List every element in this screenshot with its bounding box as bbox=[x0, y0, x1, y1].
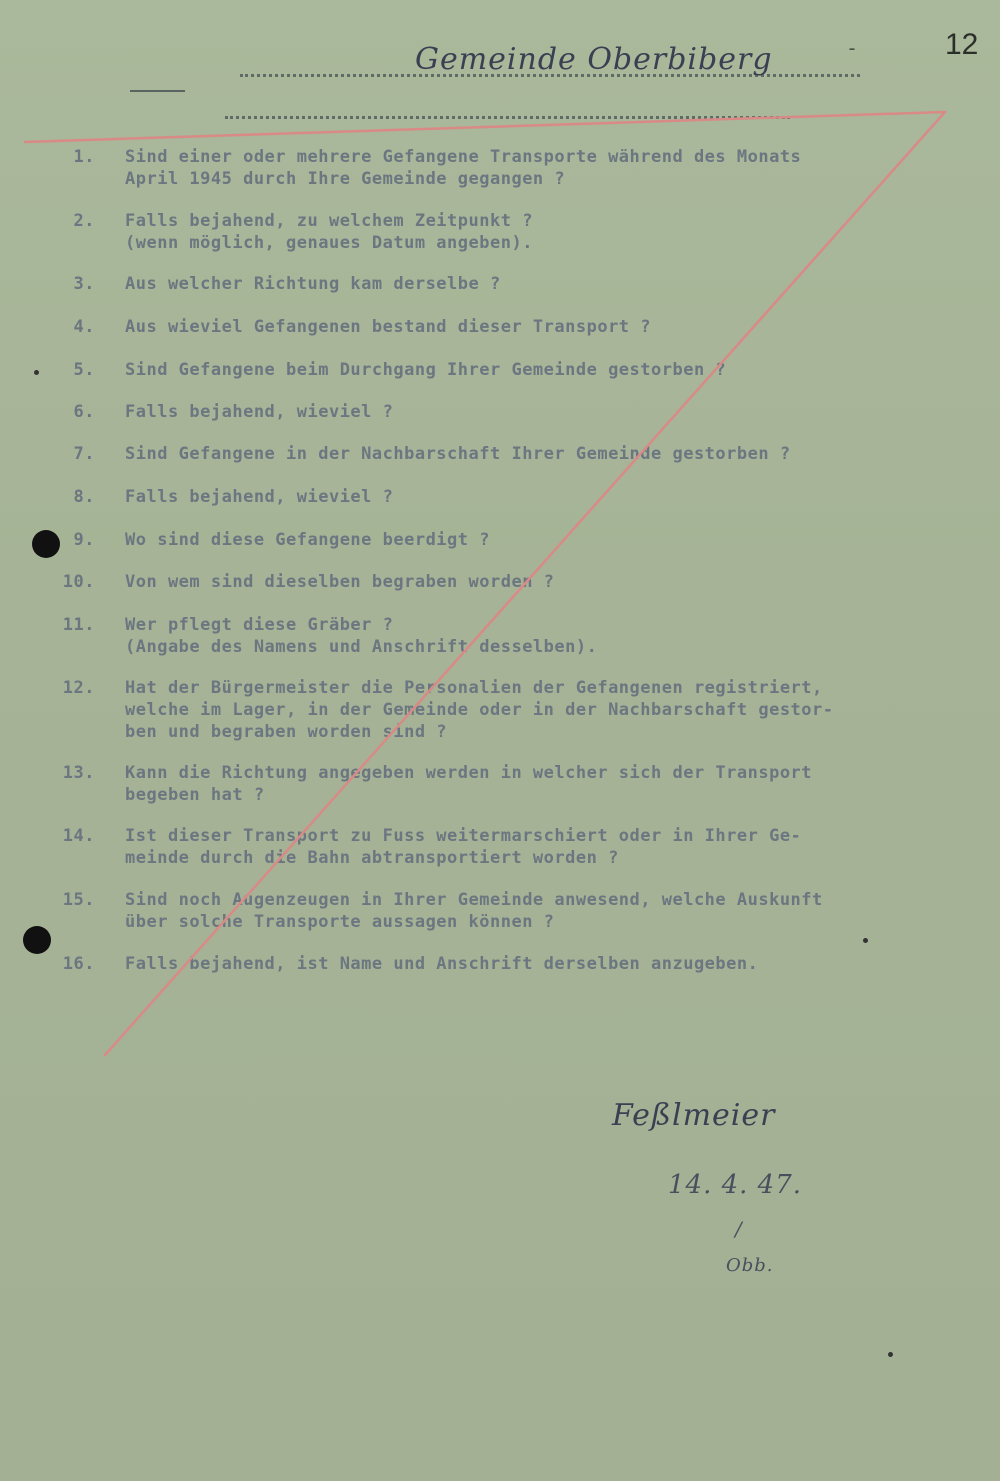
question-text: Hat der Bürgermeister die Personalien der Gefangenen registriert, welche im Lager, in der Gemeinde oder in der Nachbarschaft gestor- ben und begraben worden sind ? bbox=[125, 678, 834, 742]
signature-initials: Obb. bbox=[726, 1255, 774, 1276]
question-number: 10. bbox=[62, 572, 95, 592]
question-number: 13. bbox=[62, 763, 95, 783]
question-number: 8. bbox=[73, 487, 95, 507]
red-horizontal-stroke bbox=[25, 112, 945, 142]
page-number: 12 bbox=[945, 28, 979, 61]
question-text: Aus wieviel Gefangenen bestand dieser Transport ? bbox=[125, 317, 652, 337]
question-text: Falls bejahend, zu welchem Zeitpunkt ? (wenn möglich, genaues Datum angeben). bbox=[125, 211, 533, 253]
question-number: 6. bbox=[73, 402, 95, 422]
question-text: Sind noch Augenzeugen in Ihrer Gemeinde anwesend, welche Auskunft über solche Transporte aussagen können ? bbox=[125, 890, 823, 932]
question-number: 2. bbox=[73, 211, 95, 231]
punch-hole bbox=[23, 926, 51, 954]
question-number: 12. bbox=[62, 678, 95, 698]
question-text: Sind Gefangene in der Nachbarschaft Ihrer Gemeinde gestorben ? bbox=[125, 444, 791, 464]
question-number: 14. bbox=[62, 826, 95, 846]
dash-mark: - bbox=[846, 36, 859, 60]
signature-name: Feßlmeier bbox=[612, 1098, 776, 1133]
speck bbox=[863, 938, 868, 943]
question-number: 16. bbox=[62, 954, 95, 974]
question-text: Falls bejahend, wieviel ? bbox=[125, 487, 394, 507]
punch-hole bbox=[32, 530, 60, 558]
question-text: Kann die Richtung angegeben werden in welcher sich der Transport begeben hat ? bbox=[125, 763, 813, 805]
handwritten-place-name: Gemeinde Oberbiberg bbox=[415, 42, 773, 77]
question-number: 1. bbox=[73, 147, 95, 167]
speck bbox=[34, 370, 39, 375]
question-text: Falls bejahend, wieviel ? bbox=[125, 402, 394, 422]
signature-slash: / bbox=[735, 1217, 743, 1241]
question-text: Aus welcher Richtung kam derselbe ? bbox=[125, 274, 501, 294]
red-diagonal-stroke bbox=[105, 112, 945, 1055]
question-text: Sind Gefangene beim Durchgang Ihrer Gemeinde gestorben ? bbox=[125, 360, 727, 380]
question-number: 5. bbox=[73, 360, 95, 380]
question-text: Von wem sind dieselben begraben worden ? bbox=[125, 572, 555, 592]
question-number: 4. bbox=[73, 317, 95, 337]
question-number: 11. bbox=[62, 615, 95, 635]
question-text: Sind einer oder mehrere Gefangene Transporte während des Monats April 1945 durch Ihre Gemeinde gegangen ? bbox=[125, 147, 802, 189]
question-text: Wo sind diese Gefangene beerdigt ? bbox=[125, 530, 490, 550]
question-number: 3. bbox=[73, 274, 95, 294]
signature-date: 14. 4. 47. bbox=[668, 1170, 803, 1200]
question-number: 9. bbox=[73, 530, 95, 550]
speck bbox=[888, 1352, 893, 1357]
question-number: 15. bbox=[62, 890, 95, 910]
question-text: Falls bejahend, ist Name und Anschrift derselben anzugeben. bbox=[125, 954, 759, 974]
question-text: Ist dieser Transport zu Fuss weitermarschiert oder in Ihrer Ge- meinde durch Bahn abtransportiert worden ? bbox=[125, 826, 802, 868]
question-text: Wer pflegt diese Gräber ? (Angabe des Namens und Anschrift desselben). bbox=[125, 615, 598, 657]
question-number: 7. bbox=[73, 444, 95, 464]
